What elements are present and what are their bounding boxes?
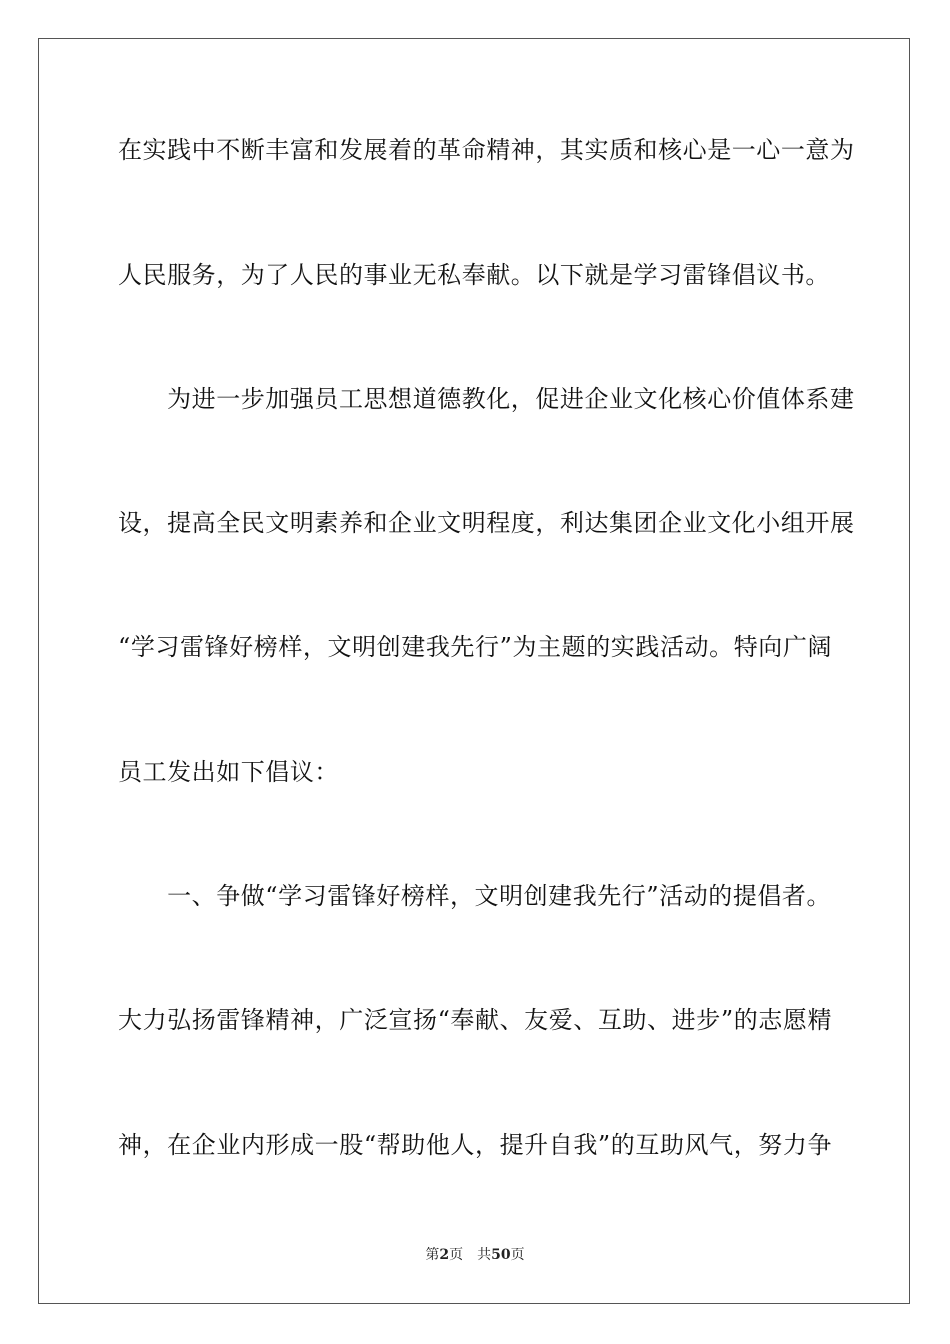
- text-line-1: 在实践中不断丰富和发展着的革命精神，其实质和核心是一心一意为: [118, 136, 855, 164]
- text-line-8: 大力弘扬雷锋精神，广泛宣扬“奉献、友爱、互助、进步”的志愿精: [118, 1006, 832, 1034]
- footer-total-prefix: 共: [477, 1247, 492, 1263]
- footer-page-current: 2: [439, 1247, 450, 1263]
- text-line-7: 一、争做“学习雷锋好榜样，文明创建我先行”活动的提倡者。: [118, 882, 832, 910]
- text-line-9: 神，在企业内形成一股“帮助他人，提升自我”的互助风气，努力争: [118, 1131, 832, 1159]
- page-border: [38, 38, 910, 1304]
- text-line-3: 为进一步加强员工思想道德教化，促进企业文化核心价值体系建: [118, 385, 855, 413]
- text-line-6: 员工发出如下倡议：: [118, 758, 339, 786]
- text-line-4: 设，提高全民文明素养和企业文明程度，利达集团企业文化小组开展: [118, 509, 855, 537]
- footer-total-unit: 页: [510, 1247, 525, 1263]
- footer-page-prefix: 第: [425, 1247, 440, 1263]
- footer-page-total: 50: [491, 1247, 511, 1263]
- text-line-2: 人民服务，为了人民的事业无私奉献。以下就是学习雷锋倡议书。: [118, 261, 830, 289]
- footer-page-unit: 页: [449, 1247, 464, 1263]
- text-line-5: “学习雷锋好榜样，文明创建我先行”为主题的实践活动。特向广阔: [118, 633, 832, 661]
- page-footer: [0, 1246, 950, 1264]
